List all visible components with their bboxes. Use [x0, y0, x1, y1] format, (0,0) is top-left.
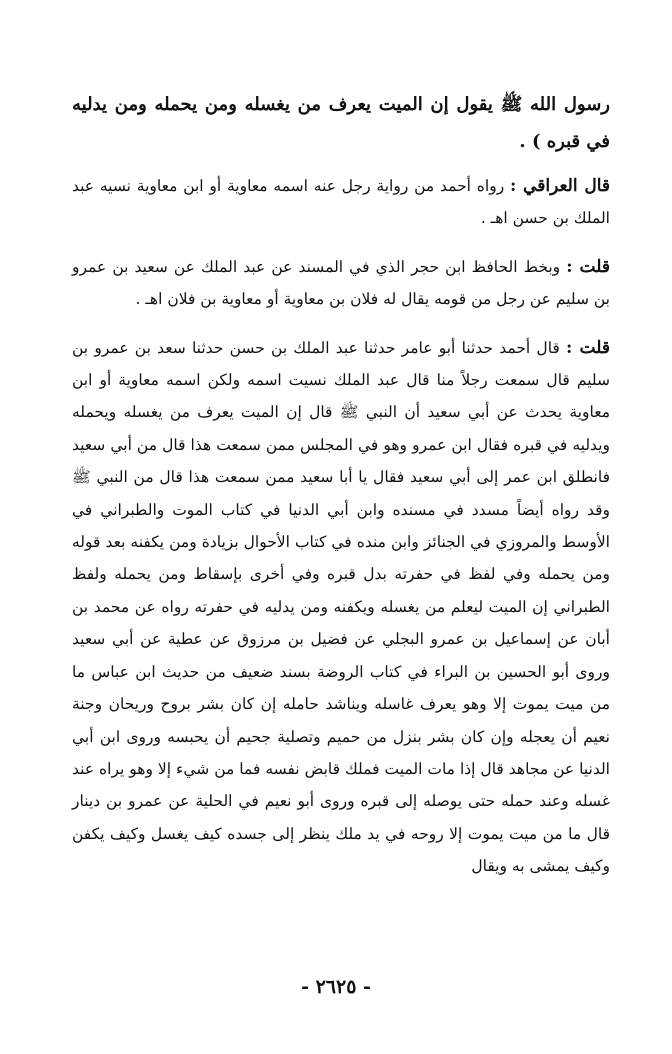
- iraqi-label: قال العراقي :: [509, 176, 610, 196]
- text-body: [72, 86, 610, 883]
- qultu-label-2: قلت :: [566, 337, 610, 358]
- ahmad-paragraph: [72, 332, 610, 883]
- ahmad-text: قال أحمد حدثنا أبو عامر حدثنا عبد الملك بن حسن حدثنا سعد بن عمرو بن سليم قال سمعت رجلاً منا قال عبد الملك نسيت اسمه ولكن اسمه معاوية أو ابن معاوية يحدث عن أبي سعيد أن النبي ﷺ قال إن الميت يعرف من يغسله ويحمله ويدليه في قبره فقال ابن عمرو وهو في المجلس ممن سمعت هذا قال من أبي سعيد فانطلق ابن عمر إلى أبي سعيد فقال يا أبا سعيد ممن سمعت هذا قال من النبي ﷺ وقد رواه أيضاً مسدد في مسنده وابن أبي الدنيا في كتاب الموت والطبراني في الأوسط والمروزي في الجنائز وابن منده في كتاب الأحوال بزيادة ومن يكفنه بعد قوله ومن يحمله وفي لفظ في حفرته بدل قبره وفي أخرى بإسقاط ومن يحمله ولفظ الطبراني إن الميت ليعلم من يغسله ويكفنه ومن يدليه في حفرته رواه عن محمد بن أبان عن إسماعيل بن عمرو البجلي عن فضيل بن مرزوق عن عطية عن أبي سعيد وروى أبو الحسين بن البراء في كتاب الروضة بسند ضعيف من حديث ابن عباس ما من ميت يموت إلا وهو يعرف غاسله ويناشد حامله إن كان بشر بروح وريحان وجنة نعيم أن يعجله وإن كان بشر بنزل من حميم وتصلية جحيم أن يحبسه وروى ابن أبي الدنيا عن مجاهد قال إذا مات الميت فملك قابض نفسه فما من شيء إلا وهو يراه عند غسله وعند حمله حتى يوصله إلى قبره وروى أبو نعيم في الحلية عن عمرو بن دينار قال ما من ميت يموت إلا روحه في يد ملك ينظر إلى جسده كيف يغسل وكيف يكفن وكيف يمشى به ويقال: [72, 338, 610, 876]
- iraqi-paragraph: [72, 170, 610, 235]
- intro-text: رسول الله ﷺ يقول إن الميت يعرف من يغسله ومن يحمله ومن يدليه في قبره ) .: [72, 94, 610, 152]
- ibn-hajar-text: وبخط الحافظ ابن حجر الذي في المسند عن عبد الملك عن سعيد بن عمرو بن سليم عن رجل من قومه يقال له فلان بن معاوية أو معاوية بن فلان اهـ .: [72, 257, 610, 309]
- ibn-hajar-paragraph: [72, 251, 610, 316]
- page-number: - ٢٦٢٥ -: [301, 976, 371, 998]
- iraqi-text: رواه أحمد من رواية رجل عنه اسمه معاوية أو ابن معاوية نسيه عبد الملك بن حسن اهـ .: [72, 177, 610, 228]
- qultu-label-1: قلت :: [566, 256, 610, 277]
- intro-paragraph: [72, 86, 610, 160]
